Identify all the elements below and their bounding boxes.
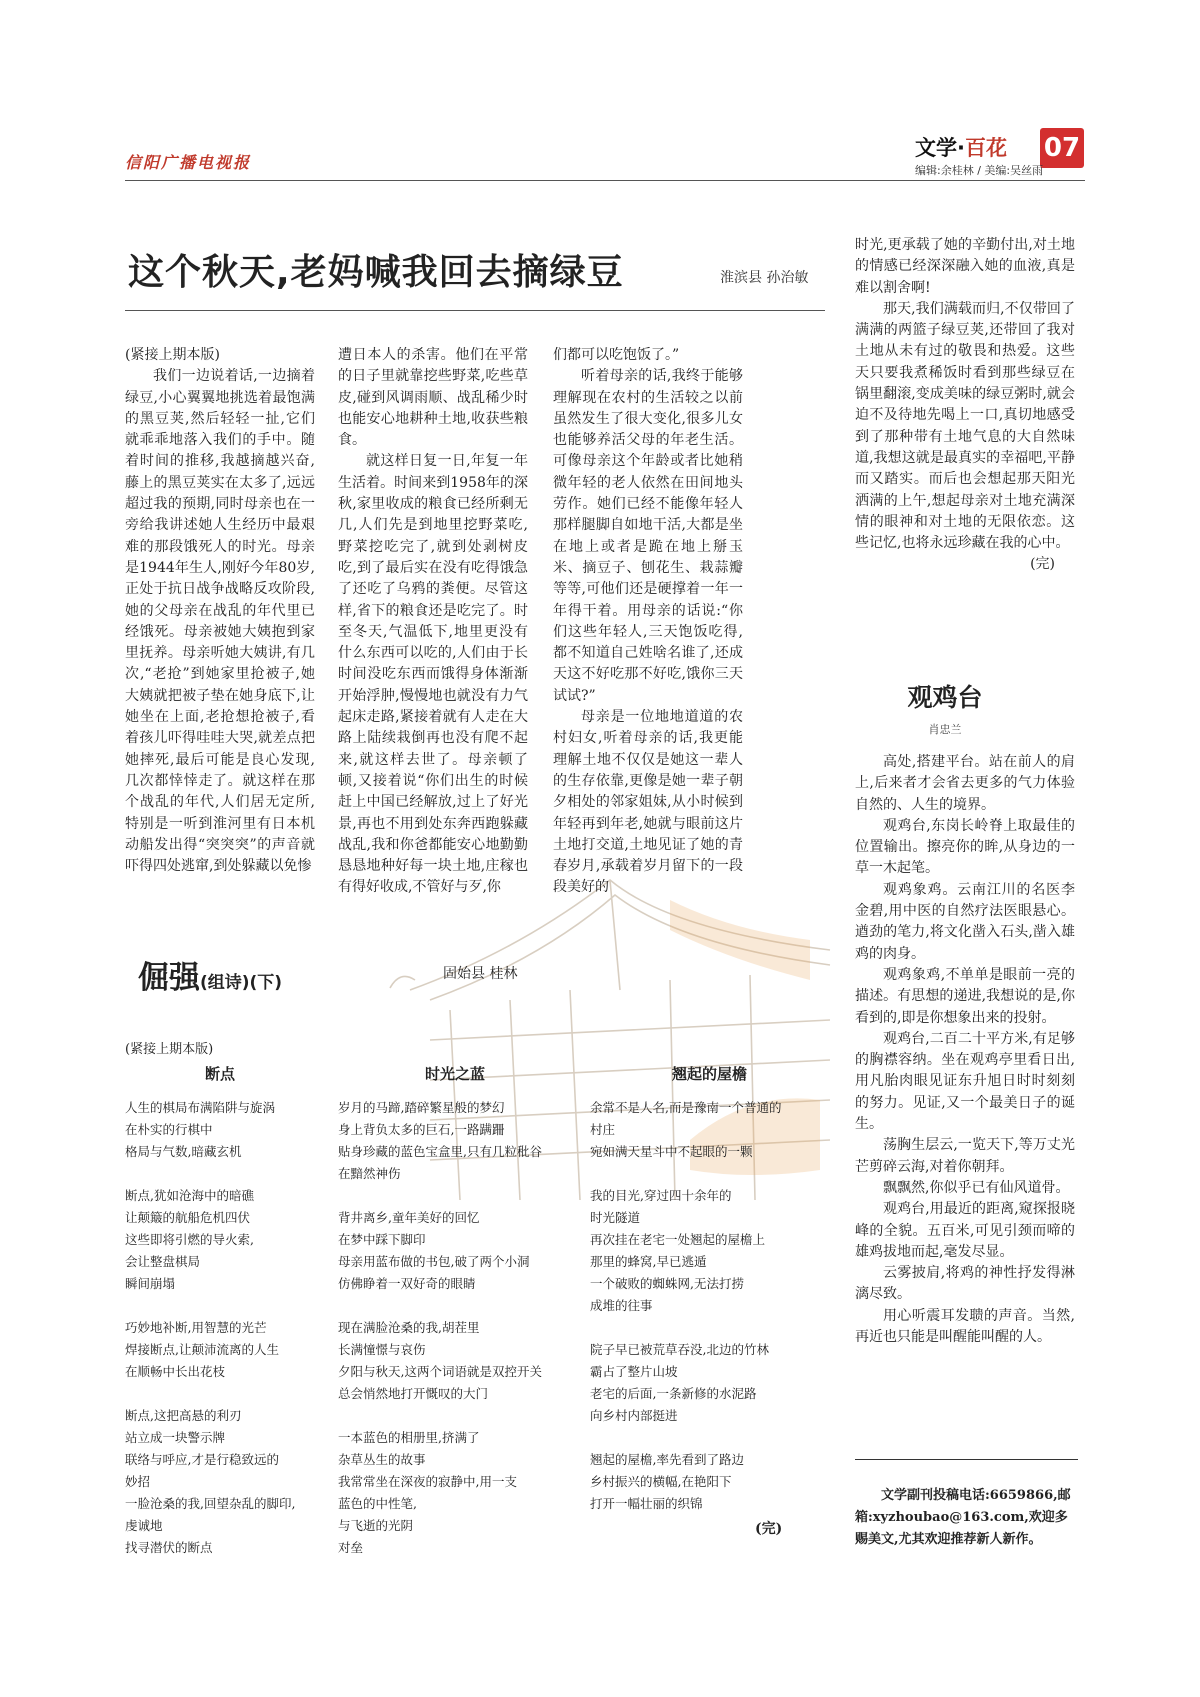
section-highlight: 百花 <box>964 136 1007 160</box>
end-mark: (完) <box>1030 556 1055 573</box>
poem-title-suffix: (组诗)(下) <box>200 973 283 993</box>
submission-contact-notice: 文学副刊投稿电话:6659866,邮箱:xyzhoubao@163.com,欢迎多赐美文,尤其欢迎推荐新人新作。 <box>855 1488 1071 1547</box>
poem-section-text: 余常不是人名,而是豫南一个普通的 村庄 宛如满天星斗中不起眼的一颗 我的目光,穿过四十余年的 时光隧道 再次挂在老宅一处翘起的屋檐上 那里的蜂窝,早已逃遁 一个破败的蜘蛛网,无法打捞 成堆的往事 院子早已被荒草吞没,北边的竹林 霸占了整片山坡 老宅的后面,一条新修的水泥路 向乡村内部挺进 翘起的屋檐,率先看到了路边 乡村振兴的横幅,在艳阳下 打开一幅壮丽的织锦 <box>590 1100 782 1511</box>
poem-section-heading: 时光之蓝 <box>425 1065 486 1083</box>
page-number-badge: 07 <box>1040 128 1084 168</box>
paragraph: 们都可以吃饱饭了。” <box>553 347 680 363</box>
newspaper-masthead: 信阳广播电视报 <box>125 153 252 172</box>
paragraph: 母亲是一位地地道道的农村妇女,听着母亲的话,我更能理解土地不仅仅是她这一辈人的生存依靠,更像是她一辈子朝夕相处的邻家姐妹,从小时候到年轻再到年老,她就与眼前这片土地打交道,土地见证了她的青春岁月,承载着岁月留下的一段段美好的 <box>553 709 743 896</box>
paragraph: 观鸡台,二百二十平方米,有足够的胸襟容纳。坐在观鸡亭里看日出,用凡胎肉眼见证东升旭日时时刻刻的努力。见证,又一个最美日子的诞生。 <box>855 1030 1075 1133</box>
poem-section-heading: 断点 <box>205 1065 236 1083</box>
paragraph: 飘飘然,你似乎已有仙风道骨。 <box>883 1179 1070 1196</box>
poem-title-main: 倔强 <box>138 960 200 996</box>
paragraph: 就这样日复一日,年复一年生活着。时间来到1958年的深秋,家里收成的粮食已经所剩无几,人们先是到地里挖野菜吃,野菜挖吃完了,就到处剥树皮吃,到了最后实在没有吃得饿急了还吃了乌鸦的粪便。尽管这样,省下的粮食还是吃完了。时至冬天,气温低下,地里更没有什么东西可以吃的,人们由于长时间没吃东西而饿得身体渐渐开始浮肿,慢慢地也就没有力气起床走路,紧接着就有人走在大路上陆续栽倒再也没有爬不起来,就这样去世了。母亲顿了顿,又接着说“你们出生的时候赶上中国已经解放,过上了好光景,再也不用到处东奔西跑躲藏战乱,我和你爸都能安心地勤勤恳恳地种好每一块土地,庄稼也有得好收成,不管好与歹,你 <box>338 453 528 896</box>
article-column-3 <box>553 345 743 899</box>
paragraph: 荡胸生层云,一览天下,等万丈光芒剪碎云海,对着你朝拜。 <box>855 1137 1075 1175</box>
contact-divider <box>855 1459 1078 1460</box>
section-title <box>915 132 1007 162</box>
paragraph: 听着母亲的话,我终于能够理解现在农村的生活较之以前虽然发生了很大变化,很多儿女也能够养活父母的年老生活。可像母亲这个年龄或者比她稍微年轻的老人依然在田间地头劳作。她们已经不能像年轻人那样腿脚自如地干活,大都是坐在地上或者是跪在地上掰玉米、摘豆子、刨花生、栽蒜瓣等等,可他们还是硬撑着一年一年得干着。用母亲的话说:“你们这些年轻人,三天饱饭吃得,都不知道自己姓啥名谁了,还成天这不好吃那不好吃,饿你三天试试?” <box>553 368 743 704</box>
paragraph: 遭日本人的杀害。他们在平常的日子里就靠挖些野菜,吃些草皮,碰到风调雨顺、战乱稀少时也能安心地耕种土地,收获些粮食。 <box>338 347 528 449</box>
poem-section-text: 岁月的马蹄,踏碎繁星般的梦幻 身上背负太多的巨石,一路蹒跚 贴身珍藏的蓝色宝盒里,只有几粒秕谷 在黯然神伤 背井离乡,童年美好的回忆 在梦中踩下脚印 母亲用蓝布做的书包,破了两个小洞 仿佛睁着一双好奇的眼睛 现在满脸沧桑的我,胡茬里 长满憧憬与哀伤 夕阳与秋天,这两个词语就是双控开关 总会悄然地打开慨叹的大门 一本蓝色的相册里,挤满了 杂草丛生的故事 我常常坐在深夜的寂静中,用一支 蓝色的中性笔, 与飞逝的光阴 对垒 <box>338 1100 542 1555</box>
editors-credit: 编辑:余桂林 / 美编:吴丝雨 <box>915 164 1044 177</box>
poem-byline: 固始县 桂林 <box>443 966 518 982</box>
paragraph: 时光,更承载了她的辛勤付出,对土地的情感已经深深融入她的血液,真是难以割舍啊! <box>855 237 1075 296</box>
paragraph: 高处,搭建平台。站在前人的肩上,后来者才会省去更多的气力体验自然的、人生的境界。 <box>855 754 1075 813</box>
paragraph: 那天,我们满载而归,不仅带回了满满的两篮子绿豆荚,还带回了我对土地从未有过的敬畏和热爱。这些天只要我煮稀饭时看到那些绿豆在锅里翻滚,变成美味的绿豆粥时,就会迫不及待地先喝上一口,真切地感受到了那种带有土地气息的大自然味道,我想这就是最真实的幸福吧,平静而又踏实。而后也会想起那天阳光洒满的上午,想起母亲对土地充满深情的眼神和对土地的无限依恋。这些记忆,也将永远珍藏在我的心中。 <box>855 300 1075 552</box>
paragraph: 观鸡台,东岗长岭脊上取最佳的位置输出。擦亮你的眸,从身边的一草一木起笔。 <box>855 817 1075 877</box>
continued-note: (紧接上期本版) <box>125 1042 214 1057</box>
header-divider <box>125 180 1085 181</box>
paragraph: 观鸡台,用最近的距离,窥探报晓峰的全貌。五百米,可见引颈而啼的雄鸡拔地而起,毫发尽显。 <box>855 1201 1075 1260</box>
article-column-1 <box>125 345 315 877</box>
poem-title <box>138 952 282 997</box>
sidebar-article-author: 肖忠兰 <box>928 723 962 736</box>
article-column-4 <box>855 235 1075 576</box>
article-title: 这个秋天,老妈喊我回去摘绿豆 <box>128 252 624 293</box>
paragraph: 观鸡象鸡。云南江川的名医李金碧,用中医的自然疗法医眼悬心。遒劲的笔力,将文化凿入石头,凿入雄鸡的肉身。 <box>855 881 1075 962</box>
paragraph: 用心听震耳发聩的声音。当然,再近也只能是叫醒能叫醒的人。 <box>855 1307 1075 1346</box>
poem-end-mark: (完) <box>755 1521 783 1537</box>
section-prefix: 文学· <box>915 136 965 160</box>
sidebar-article-title: 观鸡台 <box>907 683 983 712</box>
continued-note: (紧接上期本版) <box>125 347 220 363</box>
title-divider <box>125 310 825 311</box>
article-column-2 <box>338 345 528 899</box>
paragraph: 云雾披肩,将鸡的神性抒发得淋漓尽致。 <box>855 1265 1075 1303</box>
paragraph: 观鸡象鸡,不单单是眼前一亮的描述。有思想的递进,我想说的是,你看到的,即是你想象出来的投射。 <box>855 966 1075 1026</box>
poem-section-text: 人生的棋局布满陷阱与旋涡 在朴实的行棋中 格局与气数,暗藏玄机 断点,犹如沧海中的暗礁 让颠簸的航船危机四伏 这些即将引燃的导火索, 会让整盘棋局 瞬间崩塌 巧妙地补断,用智慧的光芒 焊接断点,让颠沛流离的人生 在顺畅中长出花枝 断点,这把高悬的利刃 站立成一块警示牌 联络与呼应,才是行稳致远的 妙招 一脸沧桑的我,回望杂乱的脚印, 虔诚地 找寻潜伏的断点 <box>125 1100 296 1555</box>
poem-section-heading: 翘起的屋檐 <box>672 1065 748 1083</box>
paragraph: 我们一边说着话,一边摘着绿豆,小心翼翼地挑选着最饱满的黑豆荚,然后轻轻一扯,它们就乖乖地落入我们的手中。随着时间的推移,我越摘越兴奋,藤上的黑豆荚实在太多了,远远超过我的预期,同时母亲也在一旁给我讲述她人生经历中最艰难的那段饿死人的时光。母亲是1944年生人,刚好今年80岁,正处于抗日战争战略反攻阶段,她的父母亲在战乱的年代里已经饿死。母亲被她大姨抱到家里抚养。母亲听她大姨讲,有几次,“老抢”到她家里抢被子,她大姨就把被子垫在她身底下,让她坐在上面,老抢想抢被子,看着孩儿吓得哇哇大哭,就差点把她摔死,最后可能是良心发现,几次都悻悻走了。就这样在那个战乱的年代,人们居无定所,特别是一听到淮河里有日本机动船发出得“突突突”的声音就吓得四处逃窜,到处躲藏以免惨 <box>125 368 315 875</box>
sidebar-article-body <box>855 752 1075 1348</box>
article-byline: 淮滨县 孙治敏 <box>720 270 809 286</box>
